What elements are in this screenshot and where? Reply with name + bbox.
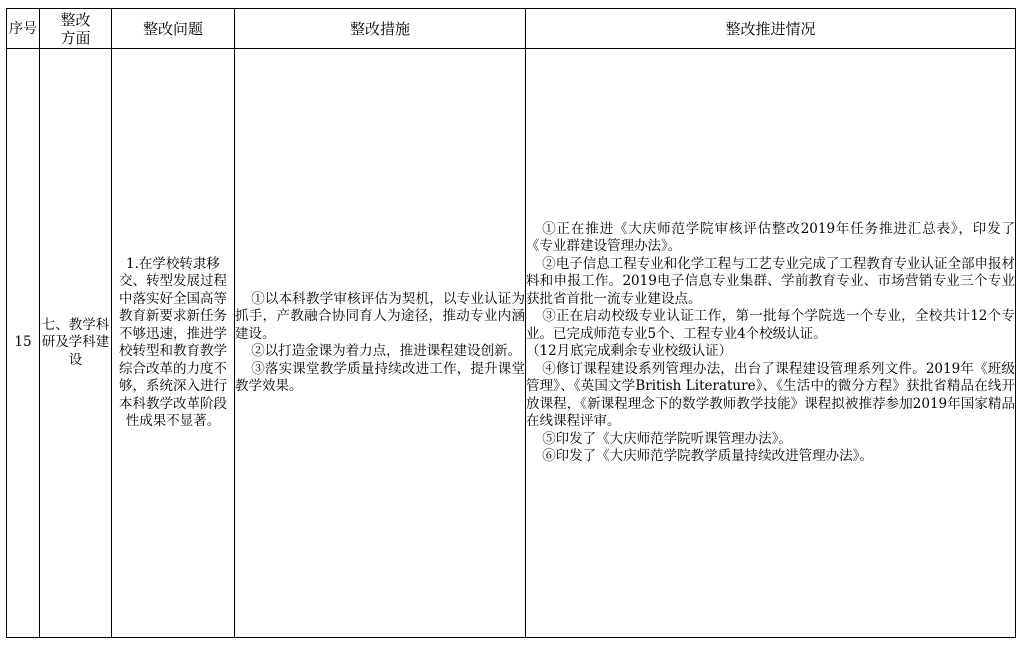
header-row (7, 9, 1016, 49)
progress-item: ④修订课程建设系列管理办法，出台了课程建设管理系列文件。2019年《班级管理》、《英国文学British Literature》、《生活中的微分方程》获批省精品在线开放课程，《新课程理念下的数学教师教学技能》课程拟被推荐参加2019年国家精品在线课程评审。 (526, 360, 1015, 429)
progress-item: ②电子信息工程专业和化学工程与工艺专业完成了工程教育专业认证全部申报材料和申报工作。2019电子信息专业集群、学前教育专业、市场营销专业三个专业获批省首批一流专业建设点。 (526, 255, 1015, 307)
measure-item: ②以打造金课为着力点，推进课程建设创新。 (251, 343, 522, 359)
progress-item: ①正在推进《大庆师范学院审核评估整改2019年任务推进汇总表》，印发了《专业群建设管理办法》。 (526, 220, 1015, 254)
row-aspect: 七、教学科研及学科建设 (40, 49, 112, 638)
header-progress: 整改推进情况 (526, 9, 1016, 49)
measure-item: ①以本科教学审核评估为契机，以专业认证为抓手，产教融合协同育人为途径，推动专业内涵建设。 (235, 290, 525, 342)
rectification-table (6, 8, 1016, 638)
header-aspect: 整改方面 (40, 9, 112, 49)
row-measures (235, 49, 526, 638)
progress-item: ⑤印发了《大庆师范学院听课管理办法》。 (542, 430, 792, 447)
row-problem: 1.在学校转隶移交、转型发展过程中落实好全国高等教育新要求新任务不够迅速，推进学校转型和教育教学综合改革的力度不够，系统深入进行本科教学改革阶段性成果不显著。 (112, 49, 235, 638)
measure-item: ③落实课堂教学质量持续改进工作，提升课堂教学效果。 (235, 360, 525, 394)
header-measures: 整改措施 (235, 9, 526, 49)
header-seq: 序号 (7, 9, 40, 49)
table-row (7, 49, 1016, 638)
row-progress (526, 49, 1016, 638)
progress-item: ⑥印发了《大庆师范学院教学质量持续改进管理办法》。 (542, 448, 873, 464)
progress-note: （12月底完成剩余专业校级认证） (526, 343, 733, 359)
progress-item: ③正在启动校级专业认证工作，第一批每个学院选一个专业，全校共计12个专业。已完成师范专业5个、工程专业4个校级认证。 (526, 308, 1015, 342)
row-seq: 15 (7, 49, 40, 638)
header-problem: 整改问题 (112, 9, 235, 49)
